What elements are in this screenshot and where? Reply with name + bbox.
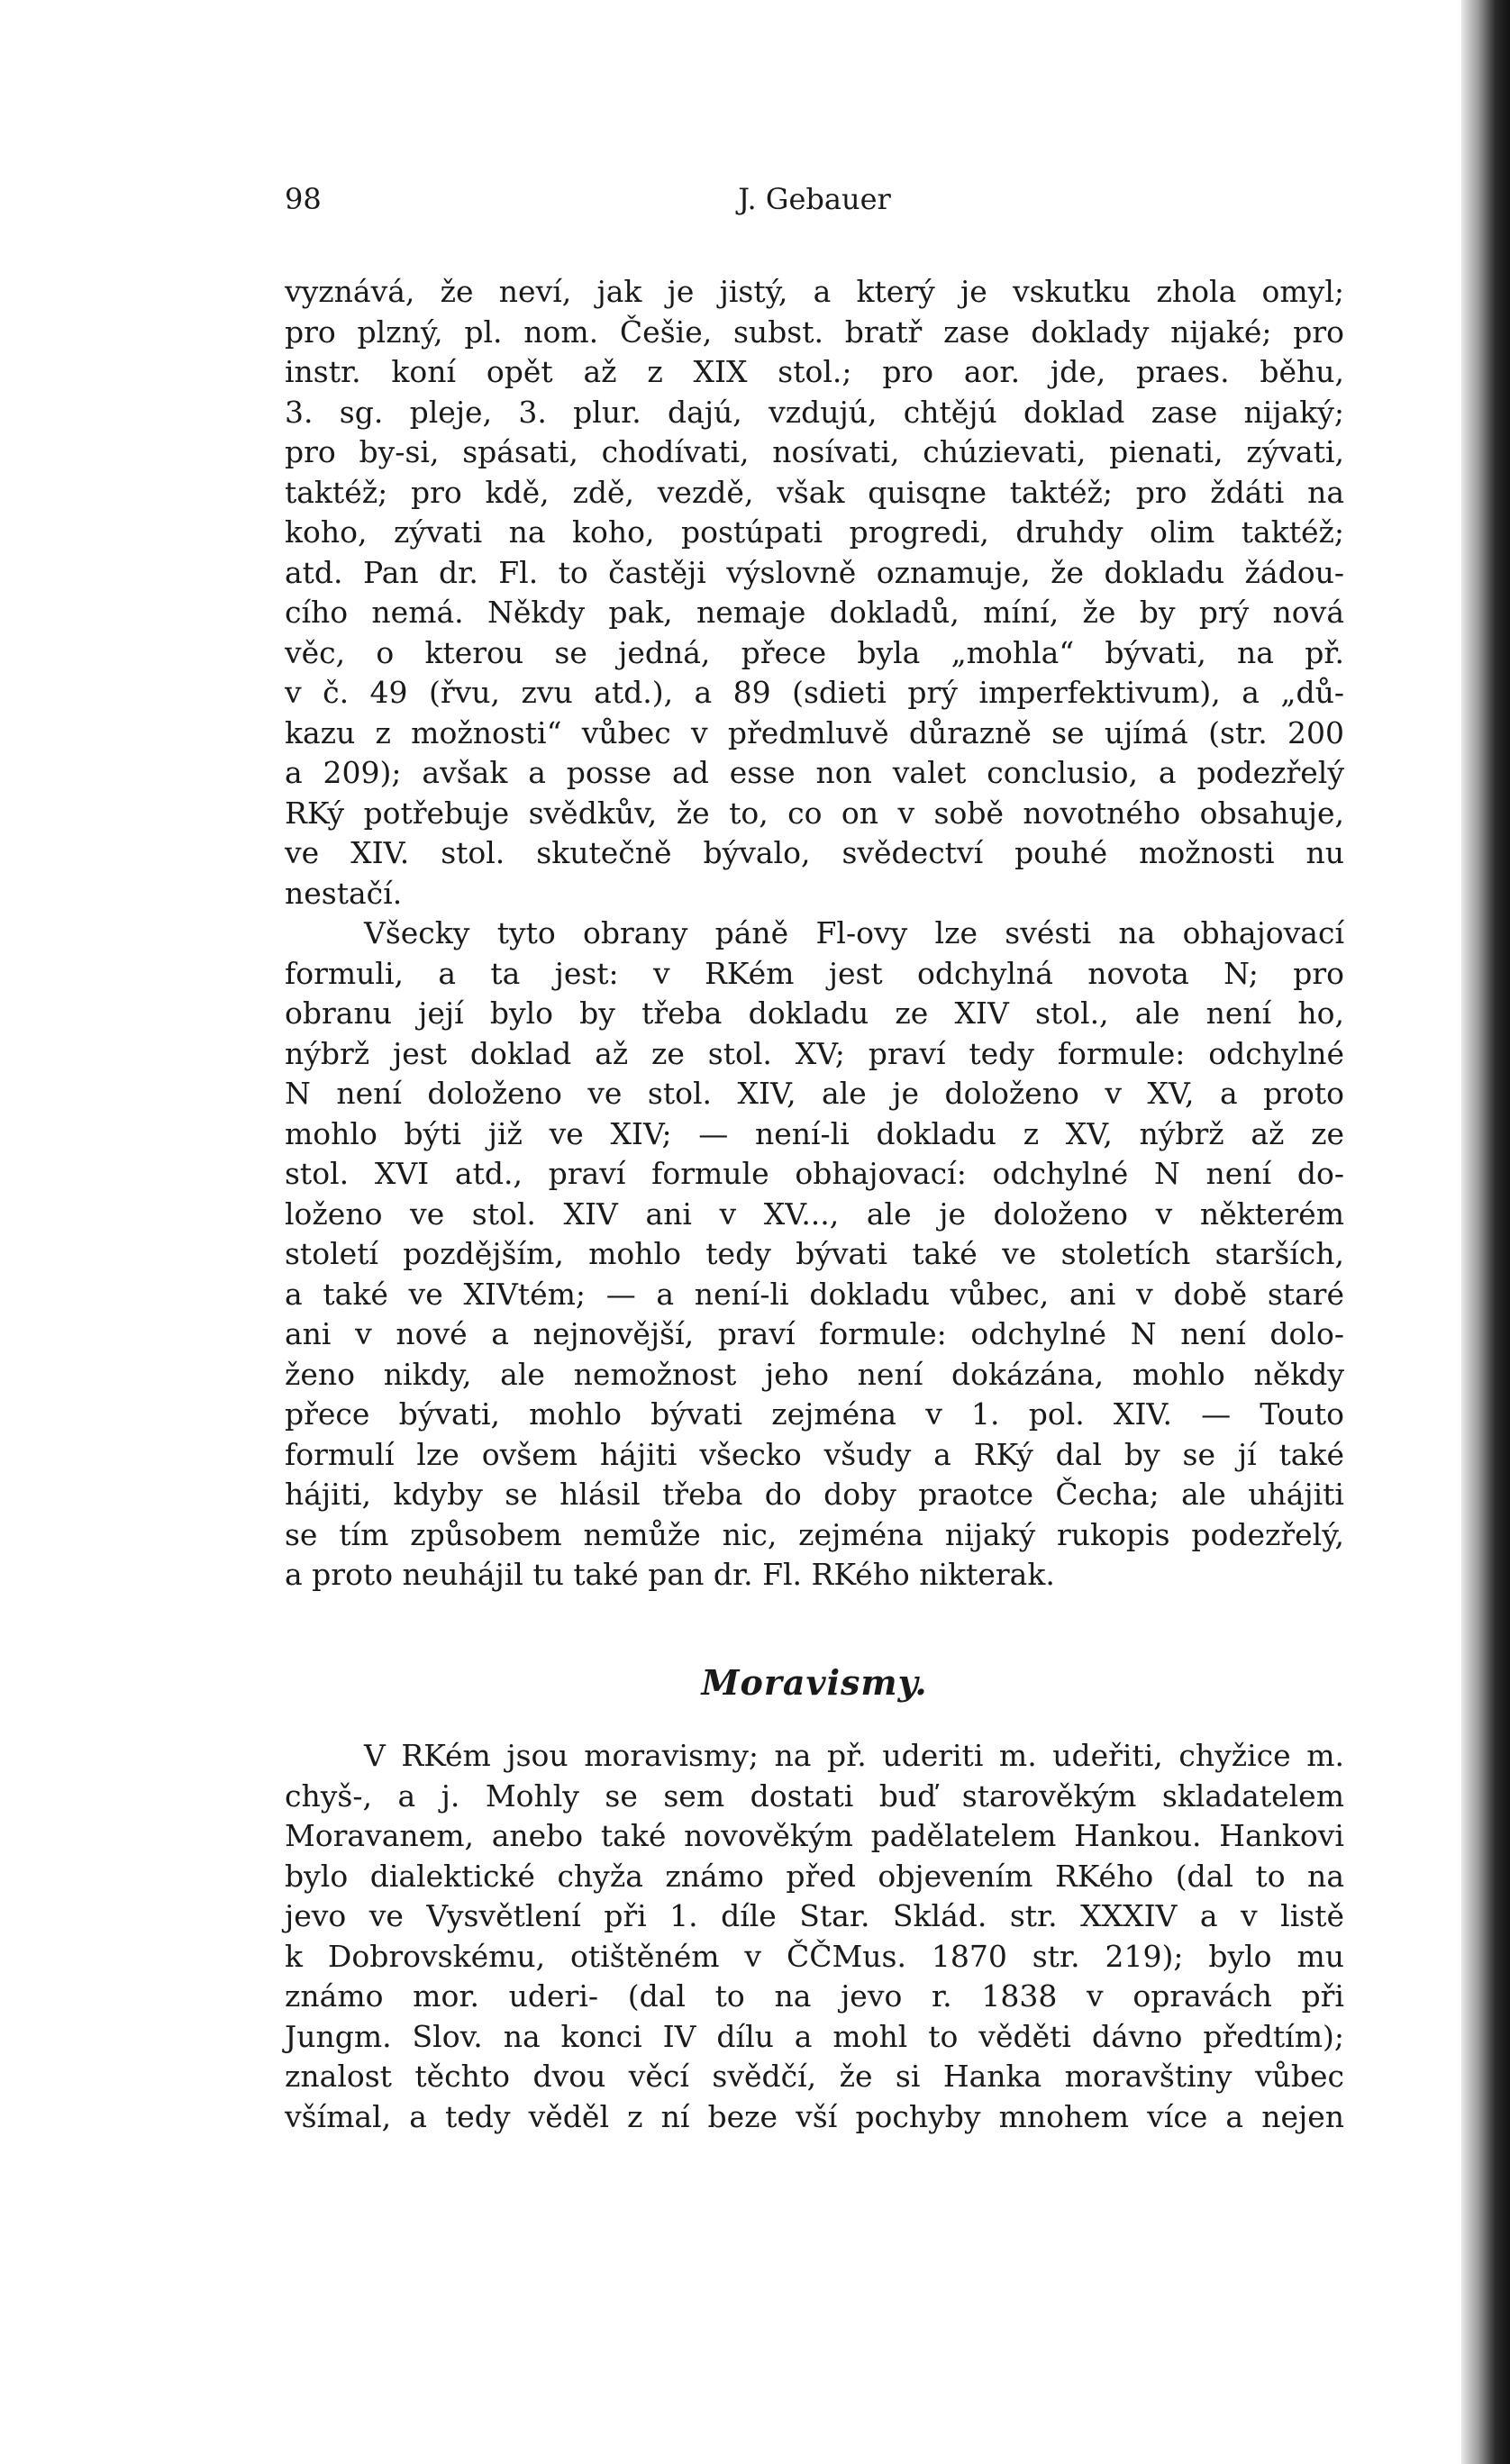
paragraph-1: [285, 272, 1344, 914]
text-line: jevo ve Vysvětlení při 1. díle Star. Sklád. str. XXXIV a v listě: [285, 1898, 1344, 1933]
text-line: cího nemá. Někdy pak, nemaje dokladů, míní, že by prý nová: [285, 595, 1344, 630]
text-line: vyznává, že neví, jak je jistý, a který je vskutku zhola omyl;: [285, 274, 1344, 309]
text-line: Moravanem, anebo také novověkým padělatelem Hankou. Hankovi: [285, 1818, 1344, 1853]
text-line: V RKém jsou moravismy; na př. uderiti m. udeřiti, chyžice m.: [364, 1738, 1344, 1773]
text-line: v č. 49 (řvu, zvu atd.), a 89 (sdieti prý imperfektivum), a „dů-: [285, 675, 1344, 710]
scan-edge-shadow: [1461, 0, 1510, 2464]
text-line: formuli, a ta jest: v RKém jest odchylná novota N; pro: [285, 955, 1344, 991]
text-line: všímal, a tedy věděl z ní beze vší pochyby mnohem více a nejen: [285, 2098, 1344, 2134]
section-body: [285, 1736, 1344, 2137]
text-line: koho, zývati na koho, postúpati progredi, druhdy olim taktéž;: [285, 514, 1344, 550]
text-line: mohlo býti již ve XIV; — není-li dokladu z XV, nýbrž až ze: [285, 1115, 1344, 1151]
running-head: J. Gebauer: [738, 182, 891, 216]
text-line: Jungm. Slov. na konci IV dílu a mohl to věděti dávno předtím);: [285, 2018, 1344, 2054]
text-line: RKý potřebuje svědkův, že to, co on v sobě novotného obsahuje,: [285, 795, 1344, 831]
text-line: k Dobrovskému, otištěném v ČČMus. 1870 str. 219); bylo mu: [285, 1938, 1344, 1974]
text-line: obranu její bylo by třeba dokladu ze XIV stol., ale není ho,: [285, 996, 1344, 1031]
body-text: [285, 272, 1344, 1596]
text-line: a také ve XIVtém; — a není-li dokladu vůbec, ani v době staré: [285, 1276, 1344, 1312]
text-line: taktéž; pro kdě, zdě, vezdě, však quisqne taktéž; pro ždáti na: [285, 474, 1344, 510]
text-line: přece bývati, mohlo bývati zejména v 1. pol. XIV. — Touto: [285, 1396, 1344, 1432]
section-heading: Moravismy.: [701, 1662, 928, 1703]
text-line: 3. sg. pleje, 3. plur. dajú, vzdujú, chtějú doklad zase nijaký;: [285, 394, 1344, 430]
text-line: známo mor. uderi- (dal to na jevo r. 1838 v opravách při: [285, 1978, 1344, 2014]
text-line: století pozdějším, mohlo tedy bývati také ve stoletích starších,: [285, 1236, 1344, 1271]
paragraph-2: [285, 914, 1344, 1596]
text-line: hájiti, kdyby se hlásil třeba do doby praotce Čecha; ale uhájiti: [285, 1477, 1344, 1512]
text-line: a proto neuhájil tu také pan dr. Fl. RKého nikterak.: [285, 1557, 1055, 1592]
text-line: ani v nové a nejnovější, praví formule: odchylné N není dolo-: [285, 1316, 1344, 1351]
text-line: loženo ve stol. XIV ani v XV..., ale je doloženo v některém: [285, 1196, 1344, 1232]
text-line: ve XIV. stol. skutečně bývalo, svědectví pouhé možnosti nu: [285, 835, 1344, 870]
text-line: Všecky tyto obrany páně Fl-ovy lze svésti na obhajovací: [364, 915, 1344, 950]
text-line: kazu z možnosti“ vůbec v předmluvě důrazně se ujímá (str. 200: [285, 714, 1344, 750]
text-line: pro by-si, spásati, chodívati, nosívati, chúzievati, pienati, zývati,: [285, 434, 1344, 469]
text-line: a 209); avšak a posse ad esse non valet conclusio, a podezřelý: [285, 755, 1344, 790]
page-header: [285, 182, 1344, 222]
page-number: 98: [285, 182, 322, 216]
text-line: instr. koní opět až z XIX stol.; pro aor. jde, praes. běhu,: [285, 354, 1344, 389]
text-line: formulí lze ovšem hájiti všecko všudy a RKý dal by se jí také: [285, 1436, 1344, 1472]
text-line: pro plzný, pl. nom. Češie, subst. bratř zase doklady nijaké; pro: [285, 314, 1344, 350]
text-line: se tím způsobem nemůže nic, zejména nijaký rukopis podezřelý,: [285, 1516, 1344, 1552]
text-line: věc, o kterou se jedná, přece byla „mohla“ bývati, na př.: [285, 634, 1344, 670]
text-line: chyš-, a j. Mohly se sem dostati buď starověkým skladatelem: [285, 1778, 1344, 1814]
text-line: atd. Pan dr. Fl. to častěji výslovně oznamuje, že dokladu žádou-: [285, 554, 1344, 590]
text-line: stol. XVI atd., praví formule obhajovací: odchylné N není do-: [285, 1156, 1344, 1191]
text-line: N není doloženo ve stol. XIV, ale je doloženo v XV, a proto: [285, 1076, 1344, 1111]
text-line: znalost těchto dvou věcí svědčí, že si Hanka moravštiny vůbec: [285, 2059, 1344, 2094]
text-line: nestačí.: [285, 875, 403, 911]
text-line: nýbrž jest doklad až ze stol. XV; praví tedy formule: odchylné: [285, 1035, 1344, 1071]
text-line: bylo dialektické chyža známo před objevením RKého (dal to na: [285, 1858, 1344, 1894]
text-line: ženo nikdy, ale nemožnost jeho není dokázána, mohlo někdy: [285, 1356, 1344, 1392]
